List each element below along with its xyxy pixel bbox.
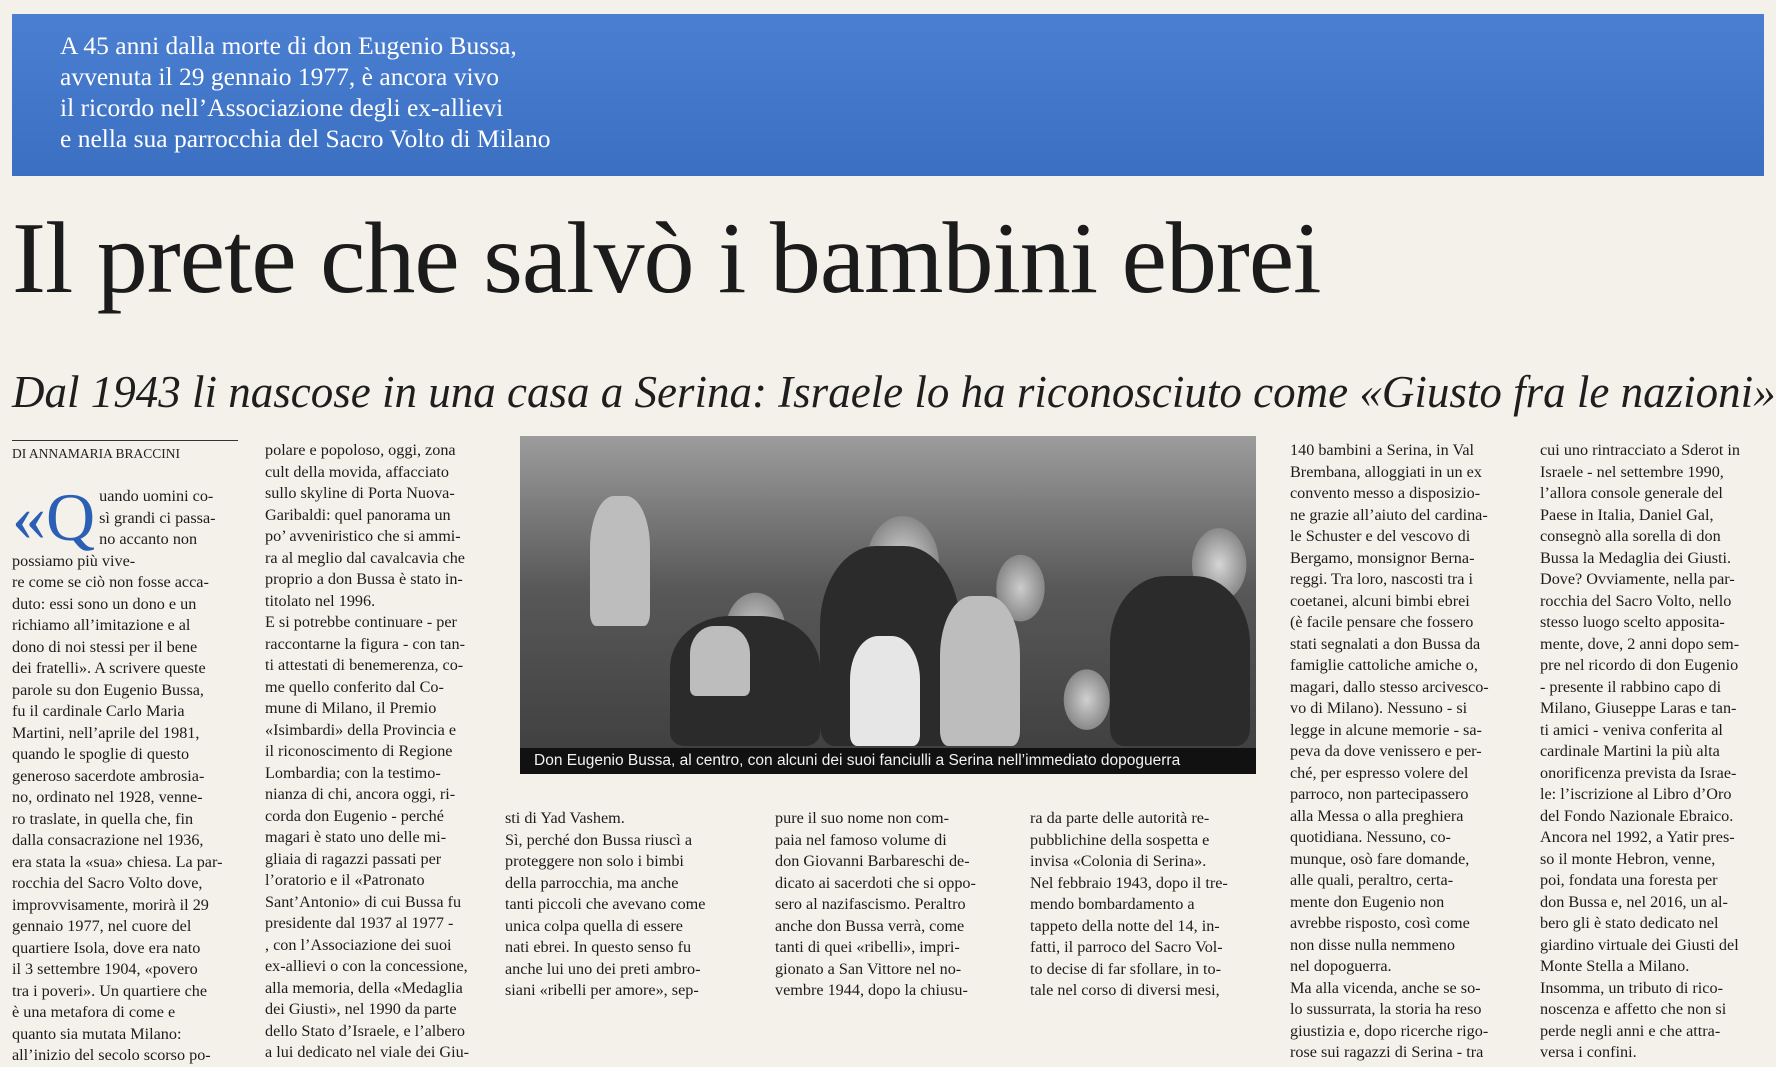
text-line: il riconoscimento di Regione bbox=[265, 742, 453, 760]
text-line: quartiere Isola, dove era nato bbox=[12, 938, 201, 957]
text-line: no, ordinato nel 1928, venne- bbox=[12, 788, 203, 806]
header-banner bbox=[12, 14, 1764, 176]
text-line: convento messo a disposizio- bbox=[1290, 484, 1481, 502]
text-line: ex-allievi o con la concessione, bbox=[265, 957, 468, 975]
text-line: possiamo più vive- bbox=[12, 551, 136, 570]
text-line: unica colpa quella di essere bbox=[505, 916, 683, 935]
text-line: me quello conferito dal Co- bbox=[265, 677, 444, 696]
text-line: richiamo all’imitazione e al bbox=[12, 616, 191, 634]
text-line: avrebbe risposto, così come bbox=[1290, 914, 1470, 932]
column-text bbox=[1540, 440, 1772, 1064]
text-line: dei Giusti», nel 1990 da parte bbox=[265, 1000, 457, 1018]
column-text bbox=[775, 808, 1010, 1002]
text-line: mente, dove, 2 anni dopo sem- bbox=[1540, 634, 1740, 653]
text-line: consegnò alla sorella di don bbox=[1540, 527, 1721, 545]
text-line: le Schuster e del vescovo di bbox=[1290, 527, 1471, 545]
text-line: proprio a don Bussa è stato in- bbox=[265, 570, 463, 588]
text-line: tanti piccoli che avevano come bbox=[505, 895, 706, 913]
banner-line: avvenuta il 29 gennaio 1977, è ancora vivo bbox=[60, 62, 500, 91]
text-line: del Fondo Nazionale Ebraico. bbox=[1540, 806, 1734, 825]
photo-figure-boy-sailor bbox=[850, 636, 920, 746]
text-line: Israele - nel settembre 1990, bbox=[1540, 462, 1724, 481]
article-column-3 bbox=[505, 808, 740, 1002]
text-line: Martini, nell’aprile del 1981, bbox=[12, 723, 200, 742]
text-line: Ma alla vicenda, anche se so- bbox=[1290, 978, 1481, 997]
text-line: stesso luogo scelto apposita- bbox=[1540, 613, 1725, 631]
text-line: so il monte Hebron, venne, bbox=[1540, 849, 1716, 868]
text-line: rose sui ragazzi di Serina - tra bbox=[1290, 1043, 1484, 1061]
text-line: fatti, il parroco del Sacro Vol- bbox=[1030, 938, 1223, 956]
text-line: titolato nel 1996. bbox=[265, 591, 376, 610]
text-line: «Isimbardi» della Provincia e bbox=[265, 720, 457, 739]
text-line: l’allora console generale del bbox=[1540, 484, 1723, 502]
column-text bbox=[1290, 440, 1526, 1064]
text-line: ché, per espresso volere del bbox=[1290, 763, 1469, 782]
text-line: l’oratorio e il «Patronato bbox=[265, 871, 425, 889]
column-text bbox=[12, 479, 240, 1067]
text-line: dei fratelli». A scrivere queste bbox=[12, 659, 206, 677]
text-line: sti di Yad Vashem. bbox=[505, 809, 625, 827]
text-line: le: l’iscrizione al Libro d’Oro bbox=[1540, 785, 1732, 803]
text-line: Sant’Antonio» di cui Bussa fu bbox=[265, 892, 462, 911]
text-line: stati segnalati a don Bussa da bbox=[1290, 634, 1481, 653]
text-line: è una metafora di come e bbox=[12, 1003, 176, 1021]
text-line: E si potrebbe continuare - per bbox=[265, 613, 457, 631]
text-line: coetanei, alcuni bimbi ebrei bbox=[1290, 591, 1470, 610]
text-line: dalla consacrazione nel 1936, bbox=[12, 831, 204, 849]
text-line: bero gli è stato dedicato nel bbox=[1540, 914, 1719, 932]
text-line: quotidiana. Nessuno, co- bbox=[1290, 828, 1451, 846]
column-text bbox=[1030, 808, 1260, 1002]
text-line: no accanto non bbox=[99, 530, 198, 548]
text-line: nel dopoguerra. bbox=[1290, 957, 1392, 975]
text-line: gliaia di ragazzi passati per bbox=[265, 849, 442, 868]
text-line: ro traslate, in quella che, fin bbox=[12, 809, 194, 828]
text-line: il 3 settembre 1904, «povero bbox=[12, 960, 198, 978]
text-line: all’inizio del secolo scorso po- bbox=[12, 1046, 211, 1064]
text-line: gennaio 1977, nel cuore del bbox=[12, 917, 192, 935]
text-line: ra da parte delle autorità re- bbox=[1030, 809, 1210, 827]
text-line: Bergamo, monsignor Berna- bbox=[1290, 548, 1475, 567]
text-line: to decise di far sfollare, in to- bbox=[1030, 959, 1222, 978]
photo-figure-boy-right bbox=[1110, 576, 1250, 746]
text-line: tra i poveri». Un quartiere che bbox=[12, 981, 208, 1000]
text-line: parole su don Eugenio Bussa, bbox=[12, 680, 204, 699]
text-line: cult della movida, affacciato bbox=[265, 462, 449, 481]
article-column-7 bbox=[1540, 440, 1772, 1064]
text-line: uando uomini co- bbox=[99, 487, 214, 505]
banner-line: il ricordo nell’Associazione degli ex-allievi bbox=[60, 93, 504, 122]
text-line: vo di Milano). Nessuno - si bbox=[1290, 699, 1468, 717]
text-line: dono di noi stessi per il bene bbox=[12, 637, 198, 656]
text-line: quando le spoglie di questo bbox=[12, 745, 190, 763]
text-line: poi, fondata una foresta per bbox=[1540, 871, 1718, 889]
article-column-1 bbox=[12, 479, 240, 1067]
column-text bbox=[505, 808, 740, 1002]
text-line: po’ avveniristico che si ammi- bbox=[265, 527, 461, 545]
text-line: dello Stato d’Israele, e l’albero bbox=[265, 1021, 466, 1040]
text-line: anche lui uno dei preti ambro- bbox=[505, 959, 701, 978]
text-line: ra al meglio dal cavalcavia che bbox=[265, 548, 465, 567]
text-line: rocchia del Sacro Volto, nello bbox=[1540, 591, 1732, 610]
text-line: peva da dove venissero e per- bbox=[1290, 742, 1482, 760]
text-line: ti amici - veniva conferita al bbox=[1540, 720, 1723, 739]
text-line: don Bussa e, nel 2016, un al- bbox=[1540, 892, 1728, 911]
text-line: - presente il rabbino capo di bbox=[1540, 677, 1722, 696]
article-photo bbox=[520, 436, 1256, 774]
text-line: gionato a San Vittore nel no- bbox=[775, 959, 962, 978]
text-line: munque, osò fare domande, bbox=[1290, 849, 1470, 868]
article-column-4 bbox=[775, 808, 1010, 1002]
text-line: non disse nulla nemmeno bbox=[1290, 935, 1455, 954]
text-line: versa i confini. bbox=[1540, 1043, 1637, 1061]
text-line: cardinale Martini la più alta bbox=[1540, 742, 1720, 760]
text-line: magari è stato uno delle mi- bbox=[265, 828, 447, 846]
text-line: parroco, non partecipassero bbox=[1290, 785, 1469, 803]
text-line: sero al nazifascismo. Peraltro bbox=[775, 895, 966, 913]
text-line: presidente dal 1937 al 1977 - bbox=[265, 914, 454, 932]
dropcap: «Q bbox=[12, 479, 96, 555]
subheadline: Dal 1943 li nascose in una casa a Serina: Israele lo ha riconosciuto come «Giusto fra le nazioni» bbox=[12, 367, 1776, 417]
text-line: magari, dallo stesso arcivesco- bbox=[1290, 677, 1489, 696]
text-line: reggi. Tra loro, nascosti tra i bbox=[1290, 570, 1473, 588]
text-line: Insomma, un tributo di rico- bbox=[1540, 978, 1723, 997]
text-line: Sì, perché don Bussa riuscì a bbox=[505, 830, 693, 849]
text-line: alla Messa o alla preghiera bbox=[1290, 806, 1464, 825]
text-line: Lombardia; con la testimo- bbox=[265, 763, 441, 782]
article-column-6 bbox=[1290, 440, 1526, 1064]
text-line: dicato ai sacerdoti che si oppo- bbox=[775, 873, 976, 892]
banner-text bbox=[60, 30, 760, 154]
text-line: giardino virtuale dei Giusti del bbox=[1540, 935, 1739, 954]
text-line: , con l’Associazione dei suoi bbox=[265, 935, 452, 954]
text-line: proteggere non solo i bimbi bbox=[505, 852, 684, 870]
text-line: Brembana, alloggiati in un ex bbox=[1290, 462, 1482, 481]
text-line: improvvisamente, morirà il 29 bbox=[12, 895, 209, 914]
text-line: perde negli anni e che attra- bbox=[1540, 1021, 1721, 1040]
photo-caption: Don Eugenio Bussa, al centro, con alcuni dei suoi fanciulli a Serina nell’immediato dopoguerra bbox=[520, 748, 1256, 774]
text-line: legge in alcune memorie - sa- bbox=[1290, 720, 1482, 739]
text-line: Dove? Ovviamente, nella par- bbox=[1540, 570, 1735, 588]
text-line: quanto sia mutata Milano: bbox=[12, 1024, 182, 1043]
text-line: fu il cardinale Carlo Maria bbox=[12, 702, 185, 720]
text-line: alla memoria, della «Medaglia bbox=[265, 978, 463, 997]
headline: Il prete che salvò i bambini ebrei bbox=[12, 202, 1321, 315]
text-line: rocchia del Sacro Volto dove, bbox=[12, 874, 203, 892]
text-line: onorificenza prevista da Israe- bbox=[1540, 763, 1737, 782]
text-line: noscenza e affetto che non si bbox=[1540, 1000, 1727, 1018]
text-line: mente don Eugenio non bbox=[1290, 892, 1445, 911]
text-line: paia nel famoso volume di bbox=[775, 830, 947, 849]
text-line: tanti di quei «ribelli», impri- bbox=[775, 938, 960, 956]
text-line: cui uno rintracciato a Sderot in bbox=[1540, 441, 1741, 459]
text-line: mendo bombardamento a bbox=[1030, 895, 1195, 913]
text-line: tale nel corso di diversi mesi, bbox=[1030, 981, 1220, 999]
text-line: alle quali, peraltro, certa- bbox=[1290, 871, 1454, 889]
text-line: pure il suo nome non com- bbox=[775, 809, 949, 827]
text-line: Milano, Giuseppe Laras e tan- bbox=[1540, 699, 1737, 717]
text-line: nati ebrei. In questo senso fu bbox=[505, 938, 692, 956]
text-line: re come se ciò non fosse acca- bbox=[12, 573, 209, 591]
text-line: Paese in Italia, Daniel Gal, bbox=[1540, 505, 1714, 524]
text-line: Nel febbraio 1943, dopo il tre- bbox=[1030, 873, 1228, 892]
text-line: don Giovanni Barbareschi de- bbox=[775, 852, 970, 870]
text-line: Monte Stella a Milano. bbox=[1540, 957, 1690, 975]
text-line: siani «ribelli per amore», sep- bbox=[505, 981, 699, 999]
byline: DI ANNAMARIA BRACCINI bbox=[12, 440, 238, 463]
text-line: 140 bambini a Serina, in Val bbox=[1290, 441, 1475, 459]
text-line: Garibaldi: quel panorama un bbox=[265, 505, 451, 524]
text-line: ne grazie all’aiuto del cardina- bbox=[1290, 505, 1488, 524]
text-line: Bussa la Medaglia dei Giusti. bbox=[1540, 548, 1732, 567]
article-column-5 bbox=[1030, 808, 1260, 1002]
text-line: anche don Bussa verrà, come bbox=[775, 916, 965, 935]
text-line: polare e popoloso, oggi, zona bbox=[265, 441, 456, 459]
text-line: sì grandi ci passa- bbox=[99, 508, 216, 527]
photo-figure-boy-center bbox=[940, 596, 1020, 746]
text-line: giustizia e, dopo ricerche rigo- bbox=[1290, 1021, 1489, 1040]
text-line: famiglie cattoliche amiche o, bbox=[1290, 656, 1478, 674]
column-text bbox=[265, 440, 497, 1064]
text-line: nianza di chi, ancora oggi, ri- bbox=[265, 785, 456, 803]
text-line: raccontarne la figura - con tan- bbox=[265, 634, 465, 653]
text-line: invisa «Colonia di Serina». bbox=[1030, 852, 1207, 870]
text-line: sullo skyline di Porta Nuova- bbox=[265, 484, 455, 502]
banner-line: A 45 anni dalla morte di don Eugenio Bussa, bbox=[60, 31, 517, 60]
text-line: vembre 1944, dopo la chiusu- bbox=[775, 981, 968, 999]
banner-line: e nella sua parrocchia del Sacro Volto di Milano bbox=[60, 124, 551, 153]
photo-figure-boy-left bbox=[590, 496, 650, 626]
text-line: ti attestati di benemerenza, co- bbox=[265, 656, 464, 674]
text-line: mune di Milano, il Premio bbox=[265, 699, 437, 717]
text-line: a lui dedicato nel viale dei Giu- bbox=[265, 1043, 470, 1061]
text-line: duto: essi sono un dono e un bbox=[12, 594, 197, 613]
text-line: tappeto della notte del 14, in- bbox=[1030, 916, 1220, 935]
text-line: pre nel ricordo di don Eugenio bbox=[1540, 656, 1739, 674]
text-line: generoso sacerdote ambrosia- bbox=[12, 766, 205, 785]
text-line: Ancora nel 1992, a Yatir pres- bbox=[1540, 828, 1735, 846]
text-line: corda don Eugenio - perché bbox=[265, 806, 444, 825]
text-line: (è facile pensare che fossero bbox=[1290, 613, 1474, 631]
text-line: della parrocchia, ma anche bbox=[505, 873, 679, 892]
text-line: pubblichine della sospetta e bbox=[1030, 830, 1210, 849]
text-line: lo sussurrata, la storia ha reso bbox=[1290, 1000, 1482, 1018]
article-column-2 bbox=[265, 440, 497, 1064]
photo-figure-collar bbox=[690, 626, 750, 696]
text-line: era stata la «sua» chiesa. La par- bbox=[12, 852, 223, 871]
